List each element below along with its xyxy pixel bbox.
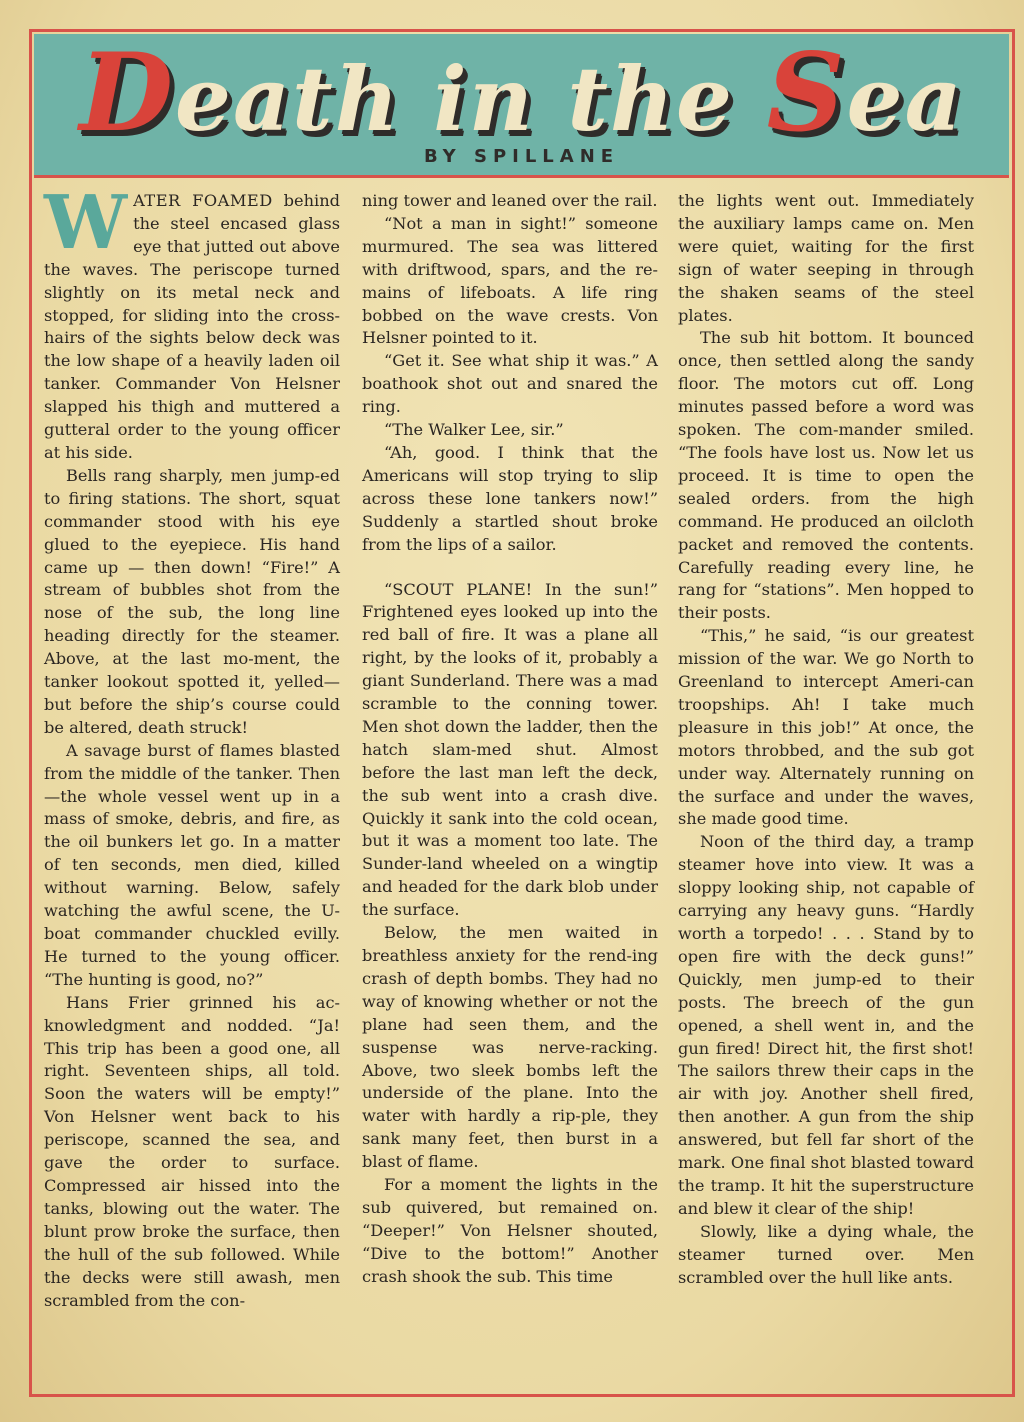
- column-1: [44, 180, 340, 1312]
- paragraph: “Ah, good. I think that the Americans will stop trying to slip across these lone tankers now!” Suddenly a startled shout broke from the lips of a sailor.: [362, 442, 658, 554]
- column-2: [362, 190, 658, 1289]
- story-title: [34, 30, 1009, 156]
- paragraph: Slowly, like a dying whale, the steamer turned over. Men scrambled over the hull like ants.: [678, 1221, 974, 1287]
- byline: BY SPILLANE: [423, 146, 620, 167]
- paragraph: “This,” he said, “is our greatest mission of the war. We go North to Greenland to intercept Ameri-can troopships. Ah! I take much pleasure in this job!” At once, the motors throbbed, and the sub got under way. Alternately running on the surface and under the waves, she made good time.: [678, 626, 974, 829]
- paragraph: The sub hit bottom. It bounced once, then settled along the sandy floor. The motors cut off. Long minutes passed before a word was spoken. The com-mander smiled. “The fools have lost us. Now let us proceed. It is time to open the sealed orders. from the high command. He produced an oilcloth packet and removed the contents. Carefully reading every line, he rang for “stations”. Men hopped to their posts.: [678, 328, 974, 623]
- paragraph: A savage burst of flames blasted from the middle of the tanker. Then—the whole vessel went up in a mass of smoke, debris, and fire, as the oil bunkers let go. In a matter of ten seconds, men died, killed without warning. Below, safely watching the awful scene, the U-boat commander chuckled evilly. He turned to the young officer. “The hunting is good, no?”: [44, 740, 340, 989]
- title-initial-d: D: [79, 30, 176, 156]
- paragraph: Below, the men waited in breathless anxiety for the rend-ing crash of depth bombs. They had no way of knowing whether or not the plane had seen them, and the suspense was nerve-racking. Above, two sleek bombs left the underside of the plane. Into the water with hardly a rip-ple, they sank many feet, then burst in a blast of flame.: [362, 923, 658, 1172]
- paragraph: “The Walker Lee, sir.”: [384, 420, 564, 440]
- paragraph: the lights went out. Immediately the auxiliary lamps came on. Men were quiet, waiting for the first sign of water seeping in through the shaken seams of the steel plates.: [678, 191, 974, 325]
- paragraph: For a moment the lights in the sub quivered, but remained on. “Deeper!” Von Helsner shouted, “Dive to the bottom!” Another crash shook the sub. This time: [362, 1175, 658, 1286]
- article-body: [44, 180, 980, 1340]
- paragraph-text: behind the steel encased glass eye that jutted out above the waves. The periscope turned slightly on its metal neck and stopped, for sliding into the cross-hairs of the sights below deck was the low shape of a heavily laden oil tanker. Commander Von Helsner slapped his thigh and muttered a gutteral order to the young officer at his side.: [44, 191, 340, 462]
- title-text-1: eath in the: [175, 47, 767, 151]
- paragraph: ning tower and leaned over the rail.: [362, 191, 658, 210]
- paragraph: [44, 180, 340, 465]
- paragraph: “SCOUT PLANE! In the sun!” Frightened eyes looked up into the red ball of fire. It was a plane all right, by the looks of it, probably a giant Sunderland. There was a mad scramble to the conning tower. Men shot down the ladder, then the hatch slam-med shut. Almost before the last man left the deck, the sub went into a crash dive. Quickly it sank into the cold ocean, but it was a moment too late. The Sunder-land wheeled on a wingtip and headed for the dark blob under the surface.: [362, 579, 658, 920]
- drop-cap: W: [44, 180, 128, 266]
- title-initial-s: S: [766, 30, 847, 156]
- paragraph: Hans Frier grinned his ac-knowledgment and nodded. “Ja! This trip has been a good one, all right. Seventeen ships, all told. Soon the waters will be empty!” Von Helsner went back to his periscope, scanned the sea, and gave the order to surface. Compressed air hissed into the tanks, blowing out the water. The blunt prow broke the surface, then the hull of the sub followed. While the decks were still awash, men scrambled from the con-: [44, 992, 340, 1310]
- paragraph: “Not a man in sight!” someone murmured. The sea was littered with driftwood, spars, and the re-mains of lifeboats. A life ring bobbed on the wave crests. Von Helsner pointed to it.: [362, 213, 658, 348]
- paragraph: “Get it. See what ship it was.” A boathook shot out and snared the ring.: [362, 351, 658, 417]
- title-banner: [34, 30, 1009, 178]
- lead-in: ATER FOAMED: [133, 191, 273, 210]
- paragraph: Noon of the third day, a tramp steamer hove into view. It was a sloppy looking ship, not capable of carrying any heavy guns. “Hardly worth a torpedo! . . . Stand by to open fire with the deck guns!” Quickly, men jump-ed to their posts. The breech of the gun opened, a shell went in, and the gun fired! Direct hit, the first shot! The sailors threw their caps in the air with joy. Another shell fired, then another. A gun from the ship answered, but fell far short of the mark. One final shot blasted toward the tramp. It hit the superstructure and blew it clear of the ship!: [678, 832, 974, 1218]
- title-text-2: ea: [846, 47, 964, 151]
- paragraph: Bells rang sharply, men jump-ed to firing stations. The short, squat commander stood with his eye glued to the eyepiece. His hand came up — then down! “Fire!” A stream of bubbles shot from the nose of the sub, the long line heading directly for the steamer. Above, at the last mo-ment, the tanker lookout spotted it, yelled—but before the ship’s course could be altered, death struck!: [44, 465, 340, 737]
- column-3: [678, 190, 974, 1290]
